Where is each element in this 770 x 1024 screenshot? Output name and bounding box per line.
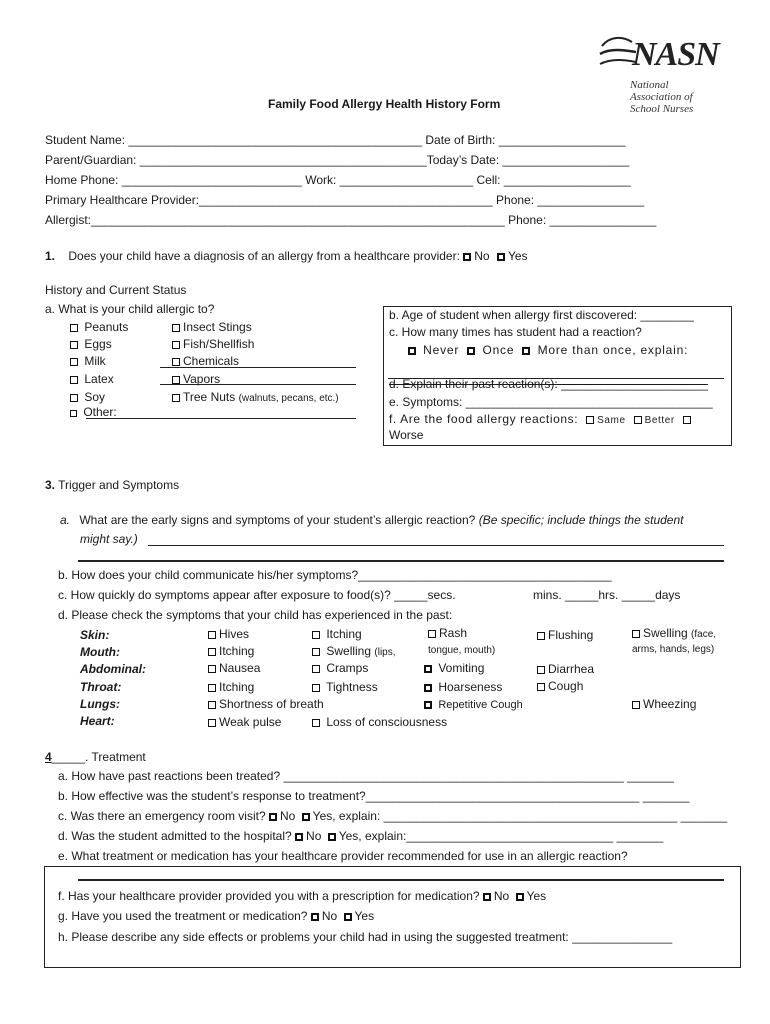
q1-number: 1. (45, 249, 56, 263)
q4-d-no-label: No (306, 829, 322, 843)
history-d[interactable] (389, 377, 708, 391)
q4-d-yes-checkbox[interactable] (328, 833, 336, 841)
q3-b[interactable]: b. How does your child communicate his/her symptoms?______________________________________ (58, 568, 612, 582)
symptom-mouth-swelling[interactable] (312, 644, 396, 658)
q4-g-text: g. Have you used the treatment or medication? (58, 909, 308, 923)
swelling-label: Swelling (643, 626, 688, 640)
student-name-field[interactable]: Student Name: ____________________________________________ Date of Birth: ___________________ (45, 133, 626, 147)
lips-note: (lips, (374, 647, 396, 658)
q3-a (60, 513, 683, 527)
history-f-text: f. Are the food allergy reactions: (389, 412, 579, 426)
q4-f-text: f. Has your healthcare provider provided you with a prescription for medication? (58, 889, 480, 903)
history-e[interactable]: e. Symptoms: _____________________________________ (389, 395, 713, 409)
row-label-mouth: Mouth: (80, 645, 120, 659)
row-label-throat: Throat: (80, 680, 122, 694)
flushing-checkbox[interactable] (537, 632, 545, 640)
swelling-note-1: (face, (691, 629, 717, 640)
other-checkbox[interactable] (70, 410, 77, 417)
allergist-field[interactable]: Allergist:______________________________________________________________ Phone: ________________ (45, 213, 657, 227)
q4-c-no-checkbox[interactable] (269, 813, 277, 821)
loss-of-consciousness-label: Loss of consciousness (326, 715, 448, 729)
logo-line-1: National (630, 79, 669, 91)
symptom-tightness[interactable] (312, 680, 378, 694)
symptom-cough[interactable] (537, 679, 583, 693)
section-3-title: Trigger and Symptoms (58, 478, 180, 492)
tree-nuts-checkbox[interactable] (172, 394, 180, 402)
more-than-once-label: More than once, explain: (537, 343, 689, 357)
shortness-of-breath-checkbox[interactable] (208, 701, 216, 709)
history-a-question: a. What is your child allergic to? (45, 302, 215, 316)
mouth-itching-checkbox[interactable] (208, 648, 216, 656)
q4-d[interactable] (58, 829, 663, 843)
mouth-swelling-label: Swelling (326, 644, 372, 658)
allergen-latex[interactable] (70, 372, 114, 386)
never-checkbox[interactable] (408, 347, 416, 355)
q3-a-hint-2: might say.) (80, 532, 138, 546)
swelling-checkbox[interactable] (632, 630, 640, 638)
q4-h[interactable]: h. Please describe any side effects or problems your child had in using the suggested treatment: _______________ (58, 930, 673, 944)
nausea-label: Nausea (219, 661, 261, 675)
q4-c[interactable] (58, 809, 727, 823)
symptom-hoarseness[interactable] (424, 680, 502, 694)
q3-d: d. Please check the symptoms that your child has experienced in the past: (58, 608, 453, 622)
insect-stings-label: Insect Stings (183, 320, 252, 334)
allergen-soy[interactable] (70, 390, 105, 404)
q4-f-no-checkbox[interactable] (483, 893, 491, 901)
row-label-abdominal: Abdominal: (80, 662, 146, 676)
skin-itching-checkbox[interactable] (312, 631, 320, 639)
weak-pulse-checkbox[interactable] (208, 719, 216, 727)
row-label-lungs: Lungs: (80, 697, 120, 711)
section-4-number: 4 (45, 750, 52, 764)
history-f (389, 412, 694, 426)
q4-g[interactable] (58, 909, 374, 923)
chemicals-checkbox[interactable] (172, 358, 180, 366)
vomiting-label: Vomiting (438, 661, 485, 675)
q4-c-yes-checkbox[interactable] (302, 813, 310, 821)
q3-a-answer-line-2[interactable] (78, 560, 724, 562)
wheezing-checkbox[interactable] (632, 701, 640, 709)
weak-pulse-label: Weak pulse (219, 715, 282, 729)
same-label: Same (597, 415, 626, 426)
q4-e: e. What treatment or medication has your healthcare provider recommended for use in an allergic reaction? (58, 849, 628, 863)
symptom-swelling[interactable] (632, 626, 716, 640)
q4-g-no-label: No (321, 909, 338, 923)
q4-a[interactable]: a. How have past reactions been treated? ___________________________________________________ _______ (58, 769, 674, 783)
swelling-note-2: arms, hands, legs) (632, 644, 715, 655)
history-c: c. How many times has student had a reaction? (389, 325, 642, 339)
history-heading: History and Current Status (45, 283, 187, 297)
throat-itching-label: Itching (219, 680, 255, 694)
symptom-nausea[interactable] (208, 661, 260, 675)
logo-line-3: School Nurses (630, 103, 694, 115)
symptom-skin-itching[interactable] (312, 627, 362, 641)
q4-b[interactable]: b. How effective was the student’s response to treatment?_________________________________________ _______ (58, 789, 690, 803)
eggs-checkbox[interactable] (70, 341, 78, 349)
chemicals-label: Chemicals (183, 354, 240, 368)
section-4-title: _____. Treatment (51, 750, 146, 764)
loss-of-consciousness-checkbox[interactable] (312, 719, 320, 727)
q1-no-checkbox[interactable] (463, 253, 471, 261)
tree-nuts-label: Tree Nuts (183, 390, 236, 404)
symptom-hives[interactable] (208, 627, 249, 641)
allergen-eggs[interactable] (70, 337, 112, 351)
latex-label: Latex (84, 372, 114, 386)
other-label: Other: (83, 405, 117, 419)
skin-itching-label: Itching (326, 627, 362, 641)
parent-field[interactable]: Parent/Guardian: ___________________________________________Today’s Date: ___________________ (45, 153, 630, 167)
mouth-swelling-checkbox[interactable] (312, 648, 320, 656)
diarrhea-label: Diarrhea (548, 662, 595, 676)
flushing-label: Flushing (548, 628, 594, 642)
vapors-label: Vapors (183, 372, 221, 386)
q4-f-no-label: No (493, 889, 510, 903)
q4-c-yes-label: Yes, explain: ____________________________________________ _______ (312, 809, 728, 823)
soy-label: Soy (84, 390, 106, 404)
rash-label: Rash (439, 626, 468, 640)
eggs-label: Eggs (84, 337, 112, 351)
row-label-heart: Heart: (80, 714, 115, 728)
symptom-shortness-of-breath[interactable] (208, 697, 324, 711)
tightness-label: Tightness (326, 680, 378, 694)
q4-c-no-label: No (279, 809, 296, 823)
q4-f-yes-label: Yes (526, 889, 547, 903)
symptom-mouth-itching[interactable] (208, 644, 254, 658)
peanuts-label: Peanuts (84, 320, 129, 334)
allergen-tree-nuts[interactable] (172, 390, 339, 404)
fish-label: Fish/Shellfish (183, 337, 255, 351)
worse-checkbox[interactable] (683, 416, 691, 424)
milk-label: Milk (84, 354, 106, 368)
better-label: Better (644, 415, 675, 426)
history-c-options (408, 343, 688, 357)
home-phone-field[interactable]: Home Phone: ___________________________ Work: ____________________ Cell: ___________________ (45, 173, 631, 187)
symptom-flushing[interactable] (537, 628, 593, 642)
q4-c-text: c. Was there an emergency room visit? (58, 809, 266, 823)
worse-label: Worse (389, 428, 424, 442)
row-label-skin: Skin: (80, 628, 110, 642)
vapors-checkbox[interactable] (172, 376, 180, 384)
tree-nuts-note: (walnuts, pecans, etc.) (238, 393, 339, 404)
vomiting-checkbox[interactable] (424, 665, 432, 673)
logo-line-2: Association of (630, 91, 693, 103)
symptom-repetitive-cough[interactable] (424, 697, 523, 711)
milk-checkbox[interactable] (70, 358, 78, 366)
cramps-checkbox[interactable] (312, 665, 320, 673)
q1-yes-label: Yes (507, 249, 528, 263)
shortness-of-breath-label: Shortness of breath (219, 697, 324, 711)
section-3-number: 3. (45, 478, 56, 492)
q3-c[interactable]: c. How quickly do symptoms appear after exposure to food(s)? _____secs. (58, 588, 456, 602)
other-underline (86, 418, 356, 419)
symptom-rash[interactable] (428, 626, 467, 640)
latex-checkbox[interactable] (70, 376, 78, 384)
allergen-fish[interactable] (172, 337, 254, 351)
vapors-underline (160, 384, 356, 385)
q4-g-no-checkbox[interactable] (311, 913, 319, 921)
nausea-checkbox[interactable] (208, 665, 216, 673)
same-checkbox[interactable] (586, 416, 594, 424)
symptom-diarrhea[interactable] (537, 662, 594, 676)
q4-d-text: d. Was the student admitted to the hospital? (58, 829, 292, 843)
lips-note-2: tongue, mouth) (428, 645, 496, 656)
allergen-peanuts[interactable] (70, 320, 128, 334)
once-checkbox[interactable] (467, 347, 475, 355)
q4-d-no-checkbox[interactable] (295, 833, 303, 841)
allergen-milk[interactable] (70, 354, 106, 368)
hoarseness-checkbox[interactable] (424, 684, 432, 692)
diarrhea-checkbox[interactable] (537, 666, 545, 674)
q4-f[interactable] (58, 889, 546, 903)
page-title: Family Food Allergy Health History Form (268, 97, 501, 111)
cramps-label: Cramps (326, 661, 369, 675)
q3-c-mins[interactable]: mins. _____hrs. _____days (533, 588, 681, 602)
q3-a-text: What are the early signs and symptoms of your student’s allergic reaction? (79, 513, 476, 527)
history-b[interactable]: b. Age of student when allergy first discovered: ________ (389, 308, 694, 322)
peanuts-checkbox[interactable] (70, 324, 78, 332)
soy-checkbox[interactable] (70, 394, 78, 402)
symptom-loss-of-consciousness[interactable] (312, 715, 447, 729)
chemicals-underline (160, 367, 356, 368)
q4-e-answer-line[interactable] (78, 879, 724, 881)
rash-checkbox[interactable] (428, 630, 436, 638)
symptom-throat-itching[interactable] (208, 680, 254, 694)
q4-g-yes-label: Yes (354, 909, 375, 923)
more-than-once-checkbox[interactable] (522, 347, 530, 355)
q4-d-yes-label: Yes, explain:_______________________________ _______ (338, 829, 664, 843)
cough-label: Cough (548, 679, 584, 693)
section-4-heading (45, 750, 146, 764)
q1-yes-checkbox[interactable] (497, 253, 505, 261)
q4-g-yes-checkbox[interactable] (344, 913, 352, 921)
hives-checkbox[interactable] (208, 631, 216, 639)
q1-text: Does your child have a diagnosis of an allergy from a healthcare provider: (68, 249, 460, 263)
q3-a-hint: (Be specific; include things the student (478, 513, 684, 527)
fish-checkbox[interactable] (172, 341, 180, 349)
never-label: Never (423, 343, 460, 357)
symptom-weak-pulse[interactable] (208, 715, 281, 729)
q1-no-label: No (474, 249, 490, 263)
better-checkbox[interactable] (634, 416, 642, 424)
symptom-vomiting[interactable] (424, 661, 484, 675)
q3-a-answer-line-1[interactable] (148, 545, 724, 546)
insect-stings-checkbox[interactable] (172, 324, 180, 332)
hives-label: Hives (219, 627, 250, 641)
repetitive-cough-label: Repetitive Cough (438, 699, 523, 711)
hoarseness-label: Hoarseness (438, 680, 503, 694)
primary-provider-field[interactable]: Primary Healthcare Provider:____________________________________________ Phone: ________________ (45, 193, 645, 207)
allergen-chemicals[interactable] (172, 354, 239, 368)
q3-a-label: a. (60, 513, 71, 527)
section-3-heading (45, 478, 179, 492)
history-d-text: d. Explain their past reaction(s): ______________________ (389, 377, 708, 391)
logo-wordmark: NASN (632, 36, 719, 73)
tightness-checkbox[interactable] (312, 684, 320, 692)
mouth-itching-label: Itching (219, 644, 255, 658)
allergen-other[interactable] (70, 405, 117, 419)
once-label: Once (482, 343, 515, 357)
repetitive-cough-checkbox[interactable] (424, 701, 432, 709)
wheezing-label: Wheezing (643, 697, 697, 711)
allergen-insect-stings[interactable] (172, 320, 252, 334)
symptom-cramps[interactable] (312, 661, 368, 675)
throat-itching-checkbox[interactable] (208, 684, 216, 692)
symptom-wheezing[interactable] (632, 697, 696, 711)
cough-checkbox[interactable] (537, 683, 545, 691)
q4-f-yes-checkbox[interactable] (516, 893, 524, 901)
question-1 (45, 249, 528, 263)
